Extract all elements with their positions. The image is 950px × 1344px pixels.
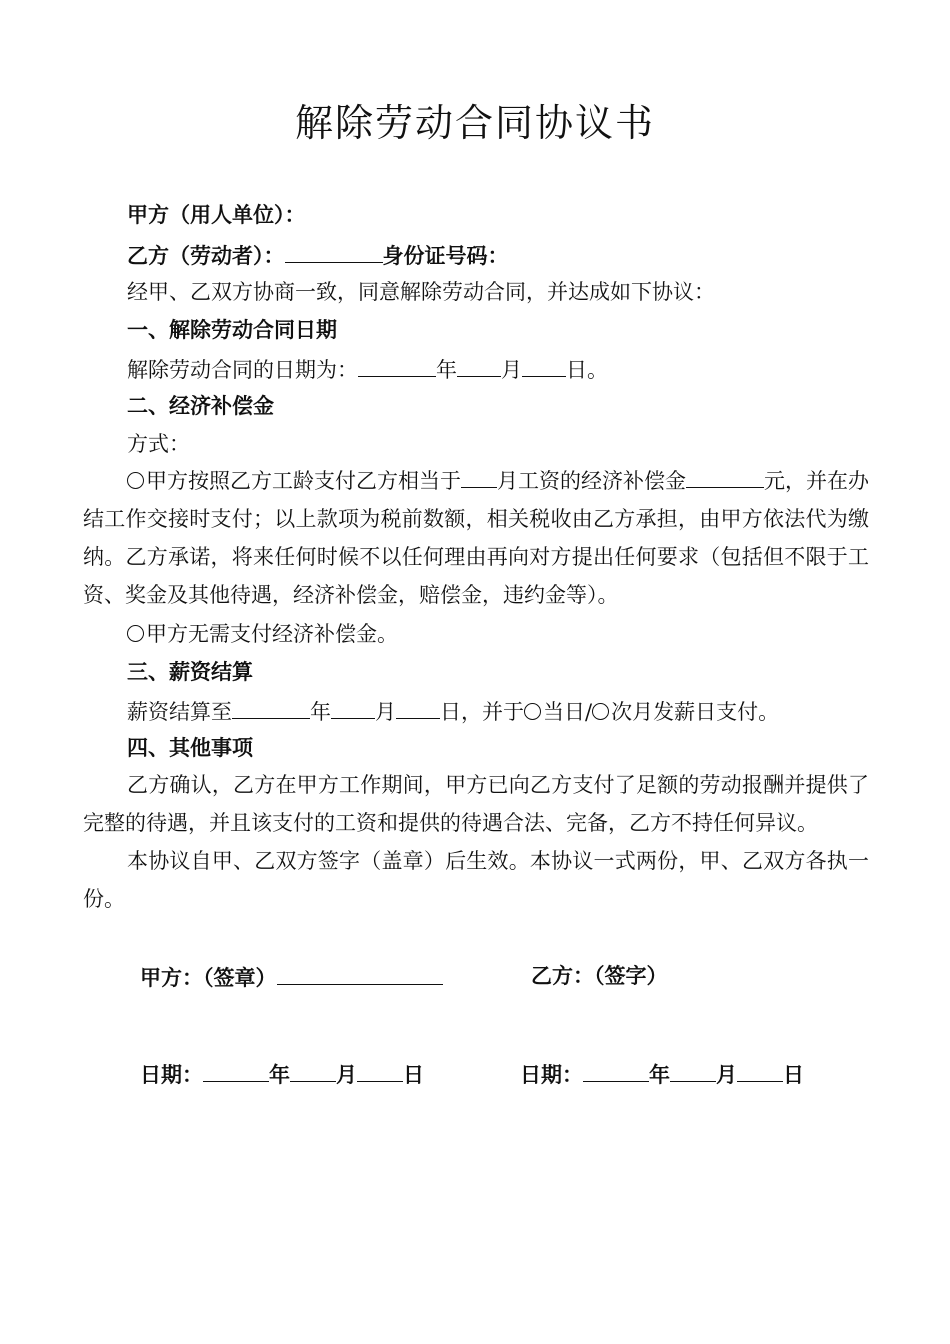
party-b-id-label: 身份证号码： — [382, 243, 509, 268]
party-a-signature-blank[interactable] — [277, 964, 443, 985]
section4-para1: 乙方确认，乙方在甲方工作期间，甲方已向乙方支付了足额的劳动报酬并提供了完整的待遇，并且该支付的工资和提供的待遇合法、完备，乙方不持任何异议。 — [83, 773, 869, 835]
section3-option-a: 当日/ — [543, 700, 593, 724]
section2-heading: 二、经济补偿金 — [127, 393, 274, 418]
party-a-year-label: 年 — [269, 1062, 290, 1087]
party-b-date-label: 日期： — [520, 1062, 583, 1087]
section3-month-blank[interactable] — [331, 698, 375, 719]
party-a-date-label: 日期： — [140, 1062, 203, 1087]
party-b-signature-label: 乙方：（签字） — [531, 963, 668, 988]
section3-year-blank[interactable] — [232, 698, 310, 719]
section1-month-blank[interactable] — [457, 356, 501, 377]
section3-day-mid: 日，并于 — [440, 700, 524, 724]
section4-para2: 本协议自甲、乙双方签字（盖章）后生效。本协议一式两份，甲、乙双方各执一份。 — [83, 849, 869, 911]
document-title: 解除劳动合同协议书 — [294, 101, 655, 145]
section1-date-prefix: 解除劳动合同的日期为： — [127, 358, 358, 382]
party-a-signature — [140, 964, 443, 990]
party-b-month-blank[interactable] — [670, 1061, 716, 1082]
section3-option-b-radio-icon[interactable] — [592, 703, 609, 720]
section3-option-b: 次月发薪日支付。 — [611, 700, 780, 724]
section3-heading: 三、薪资结算 — [127, 659, 253, 684]
party-b-name-blank[interactable] — [285, 242, 383, 263]
section1-date-line — [127, 356, 608, 382]
option1-text-c: 元，并在办结工作交接时支付；以上款项为税前数额，相关税收由乙方承担，由甲方依法代为缴纳。乙方承诺，将来任何时候不以任何理由再向对方提出任何要求（包括但不限于工资、奖金及其他待遇，经济补偿金，赔偿金，违约金等）。 — [83, 469, 869, 607]
section4-heading: 四、其他事项 — [127, 735, 253, 760]
section2-method-label: 方式： — [127, 432, 190, 456]
section1-heading: 一、解除劳动合同日期 — [127, 317, 337, 342]
party-a-signature-label: 甲方：（签章） — [140, 965, 277, 990]
option2-radio-icon[interactable] — [127, 625, 144, 642]
option1-text-b: 月工资的经济补偿金 — [497, 469, 686, 493]
party-a-day-blank[interactable] — [357, 1061, 403, 1082]
section2-option1 — [83, 462, 869, 614]
section3-day-blank[interactable] — [396, 698, 440, 719]
section3-option-a-radio-icon[interactable] — [524, 703, 541, 720]
section1-day-label: 日。 — [566, 358, 608, 382]
section1-day-blank[interactable] — [522, 356, 566, 377]
party-b-label: 乙方（劳动者）： — [127, 243, 285, 268]
section3-prefix: 薪资结算至 — [127, 700, 232, 724]
section1-year-label: 年 — [436, 358, 457, 382]
party-a-year-blank[interactable] — [203, 1061, 269, 1082]
party-b-year-blank[interactable] — [583, 1061, 649, 1082]
party-a-date — [140, 1061, 424, 1087]
section3-year-label: 年 — [310, 700, 331, 724]
option1-amount-blank[interactable] — [686, 467, 764, 488]
section2-option2 — [127, 622, 398, 646]
party-b-line — [127, 242, 509, 268]
intro-text: 经甲、乙双方协商一致，同意解除劳动合同，并达成如下协议： — [127, 280, 715, 304]
section3-line — [127, 698, 779, 724]
party-a-month-label: 月 — [336, 1062, 357, 1087]
party-b-year-label: 年 — [649, 1062, 670, 1087]
section1-year-blank[interactable] — [358, 356, 436, 377]
option1-text-a: 甲方按照乙方工龄支付乙方相当于 — [146, 469, 461, 493]
option1-radio-icon[interactable] — [127, 472, 144, 489]
party-a-label: 甲方（用人单位）： — [127, 202, 306, 227]
party-b-day-label: 日 — [783, 1062, 804, 1087]
party-a-month-blank[interactable] — [290, 1061, 336, 1082]
option1-months-blank[interactable] — [461, 467, 497, 488]
party-a-day-label: 日 — [403, 1062, 424, 1087]
section1-month-label: 月 — [501, 358, 522, 382]
option2-text: 甲方无需支付经济补偿金。 — [146, 622, 398, 646]
section3-month-label: 月 — [375, 700, 396, 724]
party-b-day-blank[interactable] — [737, 1061, 783, 1082]
party-b-date — [520, 1061, 804, 1087]
party-b-month-label: 月 — [716, 1062, 737, 1087]
